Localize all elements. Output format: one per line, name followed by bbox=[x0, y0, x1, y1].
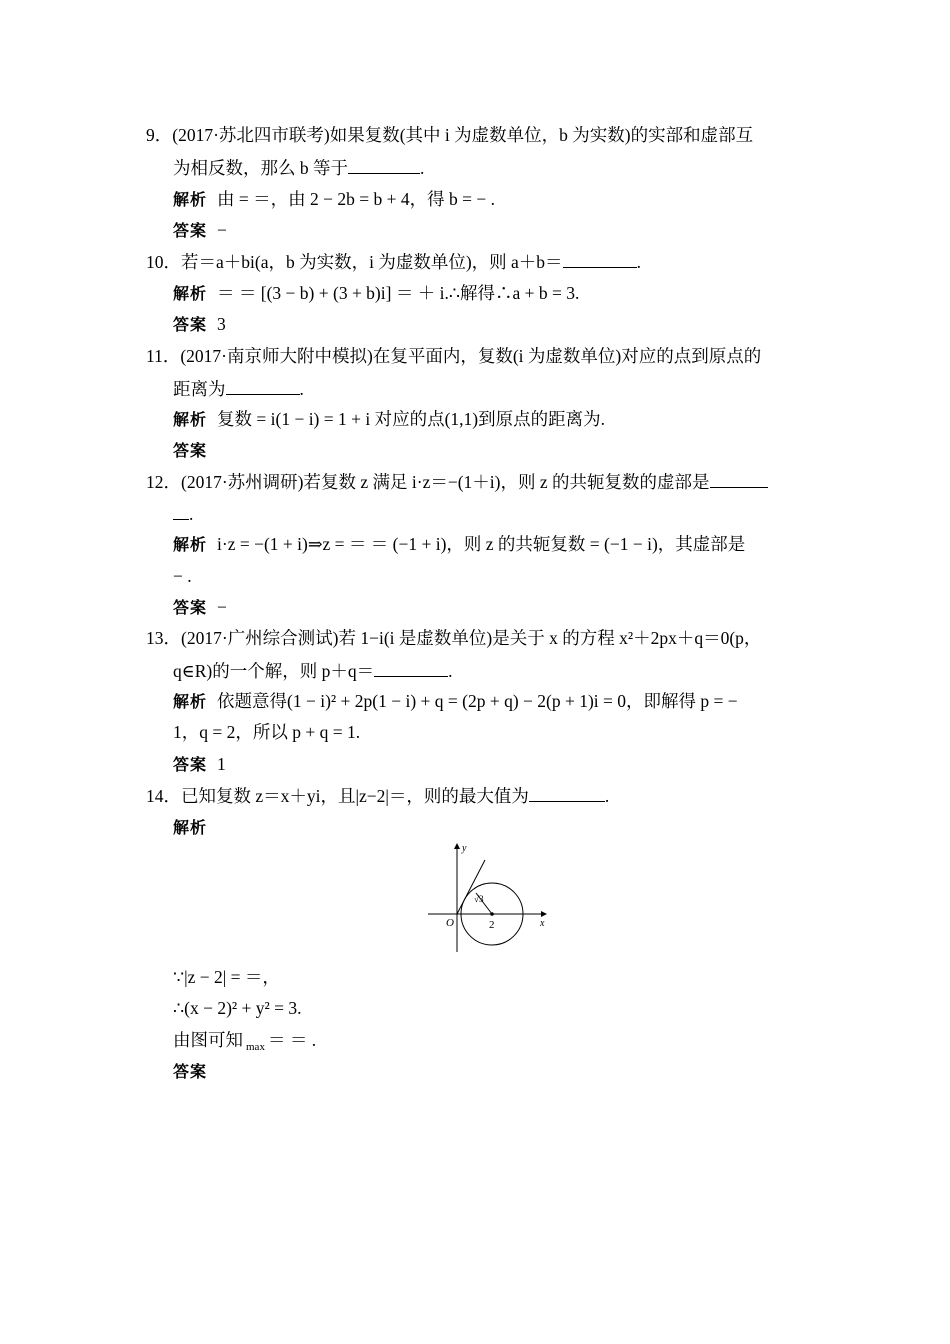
q13-line2 bbox=[173, 658, 452, 683]
tangent-line bbox=[457, 860, 485, 914]
q12-analysis-cont: − . bbox=[173, 566, 192, 586]
q9-analysis-text: 由 = ＝，由 2 − 2b = b + 4，得 b = − . bbox=[217, 189, 495, 209]
q14-step3 bbox=[173, 1028, 316, 1059]
analysis-label: 解析 bbox=[173, 535, 208, 554]
q10-answer-blank bbox=[563, 249, 637, 268]
y-axis-label: y bbox=[462, 843, 467, 854]
q14-step2: ∴(x − 2)² + y² = 3. bbox=[173, 998, 302, 1018]
answer-label: 答案 bbox=[173, 598, 208, 617]
circle-diagram bbox=[428, 840, 552, 954]
answer-label: 答案 bbox=[173, 441, 208, 460]
answer-label: 答案 bbox=[173, 221, 208, 240]
q10-analysis-text: ＝ ＝ [(3 − b) + (3 + b)i] ＝ ＋ i.∴解得∴a + b = 3. bbox=[217, 283, 580, 303]
analysis-label: 解析 bbox=[173, 410, 208, 429]
q9-answer-text: − bbox=[217, 220, 227, 240]
x-axis-label: x bbox=[540, 918, 545, 929]
q14-step3-end: ＝ ＝ . bbox=[267, 1030, 317, 1050]
q11-line1: 11．(2017·南京师大附中模拟)在复平面内，复数(i 为虚数单位)对应的点到原点的 bbox=[146, 346, 762, 366]
q14-analysis bbox=[173, 815, 217, 840]
radius-label: √3 bbox=[474, 894, 484, 904]
q14-line1-text: 14．已知复数 z＝x＋yi，且|z−2|＝，则的最大值为 bbox=[146, 786, 529, 806]
q13-answer-text: 1 bbox=[217, 754, 226, 774]
q13-answer-blank bbox=[374, 658, 448, 677]
q10-answer bbox=[173, 312, 226, 337]
q9-line2 bbox=[173, 155, 424, 180]
q9-line2-text: 为相反数，那么 b 等于 bbox=[173, 158, 348, 178]
center-label: 2 bbox=[489, 919, 495, 931]
analysis-label: 解析 bbox=[173, 284, 208, 303]
q13-period: . bbox=[448, 661, 453, 681]
analysis-label: 解析 bbox=[173, 818, 208, 837]
q12-line1 bbox=[146, 469, 768, 494]
q11-answer-blank bbox=[226, 376, 300, 395]
q10-line1-text: 10．若＝a＋bi(a，b 为实数，i 为虚数单位)，则 a＋b＝ bbox=[146, 252, 563, 272]
q12-analysis bbox=[173, 532, 745, 557]
center-point bbox=[490, 912, 494, 916]
q11-analysis bbox=[173, 407, 605, 432]
q11-analysis-text: 复数 = i(1 − i) = 1 + i 对应的点(1,1)到原点的距离为. bbox=[217, 409, 606, 429]
q12-line2 bbox=[173, 501, 193, 526]
q9-period: . bbox=[420, 158, 425, 178]
q14-step3-text: 由图可知 bbox=[173, 1030, 243, 1050]
answer-label: 答案 bbox=[173, 755, 208, 774]
q10-analysis bbox=[173, 281, 579, 306]
q12-line1-text: 12．(2017·苏州调研)若复数 z 满足 i·z＝−(1＋i)，则 z 的共轭复数的虚部是 bbox=[146, 472, 710, 492]
q14-step3-sub: max bbox=[246, 1041, 265, 1053]
q13-analysis-text: 依题意得(1 − i)² + 2p(1 − i) + q = (2p + q) − 2(p + 1)i = 0，即解得 p = − bbox=[217, 691, 738, 711]
q12-analysis-text: i·z = −(1 + i)⇒z = ＝ ＝ (−1 + i)，则 z 的共轭复数 = (−1 − i)，其虚部是 bbox=[217, 534, 746, 554]
q14-period: . bbox=[604, 786, 610, 806]
q14-line1 bbox=[146, 783, 609, 808]
q9-line1: 9．(2017·苏北四市联考)如果复数(其中 i 为虚数单位，b 为实数)的实部和虚部互 bbox=[146, 125, 754, 145]
q13-analysis-cont: 1，q = 2，所以 p + q = 1. bbox=[173, 722, 361, 742]
q13-line2-text: q∈R)的一个解，则 p＋q＝ bbox=[173, 661, 375, 681]
q13-line1: 13．(2017·广州综合测试)若 1−i(i 是虚数单位)是关于 x 的方程 x²＋2px＋q＝0(p， bbox=[146, 628, 762, 648]
q9-answer-blank bbox=[348, 155, 420, 174]
q12-answer-blank-part2 bbox=[173, 501, 189, 520]
q14-step1: ∵|z − 2| = ＝， bbox=[173, 967, 280, 987]
q12-answer-text: − bbox=[217, 597, 227, 617]
q11-line2-text: 距离为 bbox=[173, 379, 226, 399]
q13-answer bbox=[173, 752, 226, 777]
q12-period: . bbox=[189, 504, 194, 524]
answer-label: 答案 bbox=[173, 1062, 208, 1081]
q11-answer bbox=[173, 438, 217, 463]
origin-label: O bbox=[446, 917, 454, 929]
q9-analysis bbox=[173, 187, 495, 212]
q12-answer-blank-part1 bbox=[710, 469, 768, 488]
q12-answer bbox=[173, 595, 227, 620]
q9-answer bbox=[173, 218, 227, 243]
q11-line2 bbox=[173, 376, 304, 401]
q10-answer-text: 3 bbox=[217, 314, 226, 334]
q13-analysis bbox=[173, 689, 738, 714]
q14-answer bbox=[173, 1059, 217, 1084]
q10-period: . bbox=[636, 252, 641, 272]
analysis-label: 解析 bbox=[173, 190, 208, 209]
answer-label: 答案 bbox=[173, 315, 208, 334]
q14-answer-blank bbox=[529, 783, 605, 802]
analysis-label: 解析 bbox=[173, 692, 208, 711]
q11-period: . bbox=[299, 379, 304, 399]
q10-line1 bbox=[146, 249, 641, 274]
